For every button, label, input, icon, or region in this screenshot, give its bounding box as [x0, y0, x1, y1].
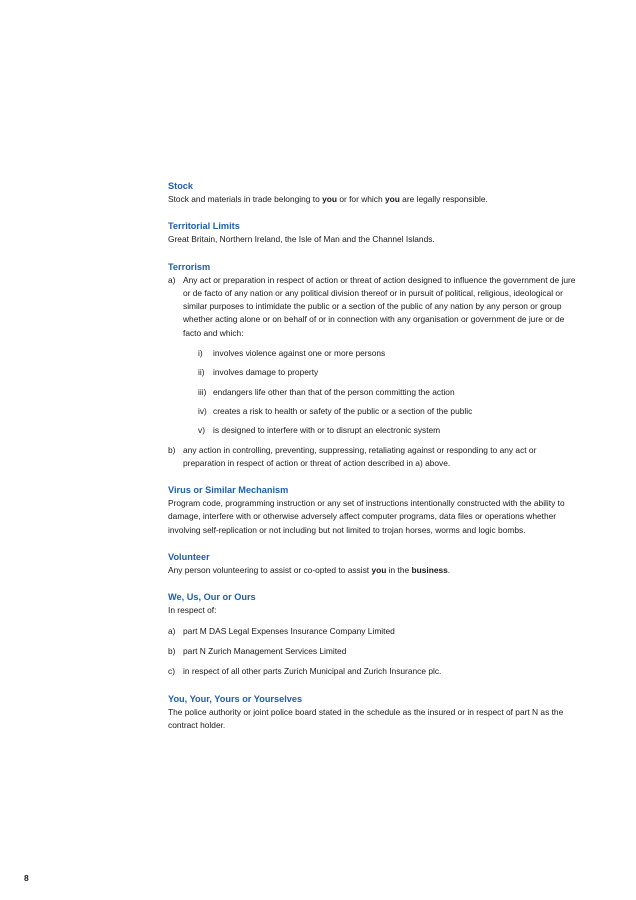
page-number: 8 — [24, 873, 29, 883]
terrorism-item-b — [168, 444, 580, 471]
stock-definition — [168, 193, 580, 206]
heading-volunteer: Volunteer — [168, 552, 210, 563]
volunteer-definition — [168, 564, 580, 577]
terrorism-subitem — [198, 424, 580, 437]
heading-terrorism: Terrorism — [168, 261, 211, 272]
we-item-text: part N Zurich Management Services Limited — [183, 645, 347, 656]
stock-text-3: are legally responsible. — [399, 194, 488, 204]
list-marker: ii) — [198, 367, 205, 378]
volunteer-bold-business: business — [411, 565, 448, 576]
list-marker: iii) — [198, 386, 207, 397]
you-definition: The police authority or joint police board stated in the schedule as the insured or in respect of part N as the contract holder. — [168, 706, 564, 730]
list-marker: b) — [168, 444, 176, 455]
we-item — [168, 665, 580, 678]
terrorism-item-b-text: any action in controlling, preventing, suppressing, retaliating against or responding to any act or preparation in respect of action or threat of action described in a) above. — [183, 444, 537, 468]
terrorism-subitem — [198, 347, 580, 360]
terrorism-item-a-text: Any act or preparation in respect of action or threat of action designed to influence the government de jure or de facto of any nation or any political division thereof or in pursuit of political, religious, ideological or similar purposes to intimidate the public or a section of the public of any nation by any person or group whether acting alone or on behalf of or in connection with any organisation or government de jure or de facto and which: — [183, 274, 576, 338]
terrorism-subitem — [198, 386, 580, 399]
list-marker: c) — [168, 666, 175, 677]
section-terrorism — [168, 261, 580, 471]
list-marker: i) — [198, 348, 203, 359]
stock-bold-you-1: you — [322, 194, 337, 204]
terrorism-item-a — [168, 274, 580, 444]
volunteer-bold-you: you — [371, 565, 387, 576]
heading-territorial-limits: Territorial Limits — [168, 221, 240, 232]
list-marker: a) — [168, 625, 176, 636]
terrorism-subitem — [198, 366, 580, 379]
definitions-content — [168, 180, 580, 746]
volunteer-text-3: . — [447, 565, 451, 576]
volunteer-text-2: in the — [386, 565, 412, 576]
subitem-text: endangers life other than that of the person committing the action — [213, 386, 455, 397]
territorial-limits-definition: Great Britain, Northern Ireland, the Isle of Man and the Channel Islands. — [168, 234, 435, 245]
stock-text-1: Stock and materials in trade belonging to — [168, 194, 323, 204]
volunteer-text-1: Any person volunteering to assist or co-opted to assist — [168, 565, 372, 576]
section-you-your — [168, 693, 580, 733]
section-volunteer — [168, 551, 580, 577]
we-item — [168, 645, 580, 658]
section-virus — [168, 484, 580, 537]
we-item-text: in respect of all other parts Zurich Municipal and Zurich Insurance plc. — [183, 666, 442, 677]
heading-we-us-our: We, Us, Our or Ours — [168, 592, 256, 603]
we-intro: In respect of: — [168, 605, 217, 616]
list-marker: iv) — [198, 405, 207, 416]
subitem-text: is designed to interfere with or to disrupt an electronic system — [213, 425, 441, 436]
virus-definition: Program code, programming instruction or any set of instructions intentionally constructed with the ability to damage, interfere with or otherwise adversely affect computer programs, data files or operations whether involving self-replication or not including but not limited to trojan horses, worms and logic bombs. — [168, 498, 565, 535]
stock-text-2: or for which — [337, 194, 385, 204]
list-marker: b) — [168, 645, 176, 656]
subitem-text: involves damage to property — [213, 367, 319, 378]
terrorism-subitem — [198, 405, 580, 418]
section-we-us-our — [168, 591, 580, 678]
section-territorial-limits — [168, 220, 580, 246]
subitem-text: creates a risk to health or safety of the public or a section of the public — [213, 405, 473, 416]
terrorism-sublist — [198, 347, 580, 437]
subitem-text: involves violence against one or more persons — [213, 348, 386, 359]
heading-virus: Virus or Similar Mechanism — [168, 485, 289, 496]
we-item — [168, 625, 580, 638]
list-marker: a) — [168, 274, 176, 285]
list-marker: v) — [198, 425, 205, 436]
heading-stock: Stock — [168, 181, 194, 191]
terrorism-item-a-body — [183, 274, 580, 444]
section-stock — [168, 180, 580, 206]
stock-bold-you-2: you — [384, 194, 400, 204]
we-item-text: part M DAS Legal Expenses Insurance Company Limited — [183, 625, 395, 636]
heading-you-your: You, Your, Yours or Yourselves — [168, 693, 303, 704]
